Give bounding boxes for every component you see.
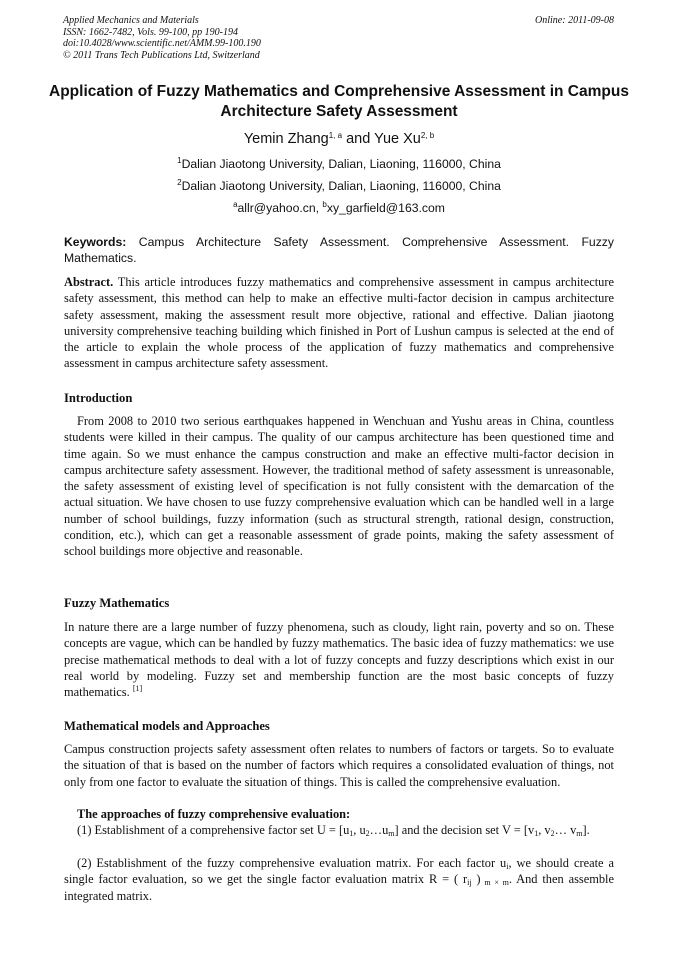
fuzzy-text: In nature there are a large number of fuzzy phenomena, such as cloudy, light rain, poverty and so on. These concepts are vague, which can be handled by fuzzy mathematics. The basic idea of fuzzy mathematics: we use precise mathematical methods to deal with a lot of fuzzy concepts and fuzzy descriptions which exist in our real world by modeling. Fuzzy set and membership function are the most basic concepts of fuzzy mathematics.: [64, 620, 614, 700]
online-date: Online: 2011-09-08: [535, 15, 614, 26]
step-text: ] and the decision set V = [v: [394, 823, 535, 837]
journal-copyright: © 2011 Trans Tech Publications Ltd, Switzerland: [63, 49, 260, 61]
step-text: , u: [353, 823, 366, 837]
subscript: ij: [467, 878, 472, 888]
citation: [1]: [132, 684, 143, 694]
step-text: (1) Establishment of a comprehensive factor set U = [u: [77, 823, 350, 837]
step-text: , we should create a single factor evaluation, so we get the single factor evaluation matrix R = ( r: [64, 856, 614, 887]
step-text: ].: [582, 823, 590, 837]
keywords-text: Campus Architecture Safety Assessment. Comprehensive Assessment. Fuzzy Mathematics.: [64, 235, 614, 265]
section-heading: Fuzzy Mathematics: [64, 596, 170, 610]
subscript: i: [506, 862, 509, 871]
author-name: Yue Xu: [374, 131, 421, 147]
step-text: . And then assemble integrated matrix.: [64, 872, 614, 903]
keywords: [64, 235, 614, 266]
step-text: ): [471, 872, 481, 887]
subscript: m: [576, 829, 583, 838]
email-line: [0, 200, 678, 216]
author-name: Yemin Zhang: [243, 131, 329, 147]
abstract-text: This article introduces fuzzy mathematics and comprehensive assessment in campus architecture safety assessment, this method can help to make an effective multi-factor decision in campus architecture safety assessment, making the assessment result more objective, rational and effective. Dalian jiaotong university comprehensive teaching building which finished in Port of Lushun campus is selected at the end of the article to explain the whole process of the application of fuzzy mathematics and comprehensive assessment in campus architecture safety assessment.: [64, 275, 614, 371]
subsection-heading: The approaches of fuzzy comprehensive evaluation:: [77, 807, 351, 821]
email-sup: a: [233, 200, 238, 209]
step-text: , v: [538, 823, 551, 837]
subscript: 1: [534, 829, 539, 838]
journal-header: [63, 15, 261, 61]
email-address: allr@yahoo.cn,: [237, 201, 323, 215]
subscript: 1: [349, 829, 354, 838]
subscript: 2: [550, 829, 555, 838]
approach-step-1: [64, 822, 614, 838]
journal-issn: ISSN: 1662-7482, Vols. 99-100, pp 190-194: [63, 26, 238, 38]
subscript: m × m: [480, 878, 509, 888]
abstract-label: Abstract.: [64, 275, 114, 289]
step-text: … v: [554, 823, 577, 837]
author-joiner: and: [342, 131, 375, 147]
keywords-label: Keywords:: [64, 235, 127, 249]
step-text: (2) Establishment of the fuzzy comprehensive evaluation matrix. For each factor u: [77, 856, 507, 870]
affiliation-text: Dalian Jiaotong University, Dalian, Liaoning, 116000, China: [181, 157, 501, 171]
section-heading: Mathematical models and Approaches: [64, 719, 270, 733]
approach-step-2: [64, 855, 614, 904]
fuzzy-paragraph: [64, 619, 614, 700]
affiliation: [0, 156, 678, 172]
journal-doi: doi:10.4028/www.scientific.net/AMM.99-100.190: [63, 38, 261, 49]
journal-name: Applied Mechanics and Materials: [63, 15, 199, 26]
subscript: m: [388, 829, 395, 838]
author-sup: 2, b: [420, 131, 435, 140]
section-heading: Introduction: [64, 391, 133, 405]
author-sup: 1, a: [328, 131, 343, 140]
affiliation-sup: 2: [177, 178, 182, 187]
step-text: …u: [369, 823, 389, 837]
abstract: [64, 274, 614, 372]
models-paragraph: Campus construction projects safety assessment often relates to numbers of factors or targets. So to evaluate the situation of that is based on the number of factors which requires a consolidated evaluation of things, not only from one factor to evaluate the situation of things. This is called the comprehensive evaluation.: [64, 742, 614, 789]
affiliation-text: Dalian Jiaotong University, Dalian, Liaoning, 116000, China: [181, 179, 501, 193]
author-line: [0, 130, 678, 148]
paper-title: Application of Fuzzy Mathematics and Comprehensive Assessment in Campus Architecture Safety Assessment: [49, 83, 629, 120]
email-address: xy_garfield@163.com: [326, 201, 445, 215]
affiliation: [0, 178, 678, 194]
subscript: 2: [365, 829, 370, 838]
introduction-paragraph: From 2008 to 2010 two serious earthquakes happened in Wenchuan and Yushu areas in China, countless students were killed in their campus. The quality of our campus architecture has been questioned time and time again. So we must enhance the campus construction and make an effective multi-factor decision in campus architecture safety assessment. However, the traditional method of safety assessment is unreasonable, the safety assessment of existing level of specification is not fully consistent with the demarcation of the actual situation. We have chosen to use fuzzy comprehensive evaluation which can be handled well in a large number of school buildings, fuzzy information (such as structural strength, rational design, construction, condition, etc.), which can get a reasonable assessment of grade points, making the safety assessment of school buildings more objective and reasonable.: [64, 414, 614, 559]
email-sup: b: [322, 200, 327, 209]
affiliation-sup: 1: [177, 156, 182, 165]
